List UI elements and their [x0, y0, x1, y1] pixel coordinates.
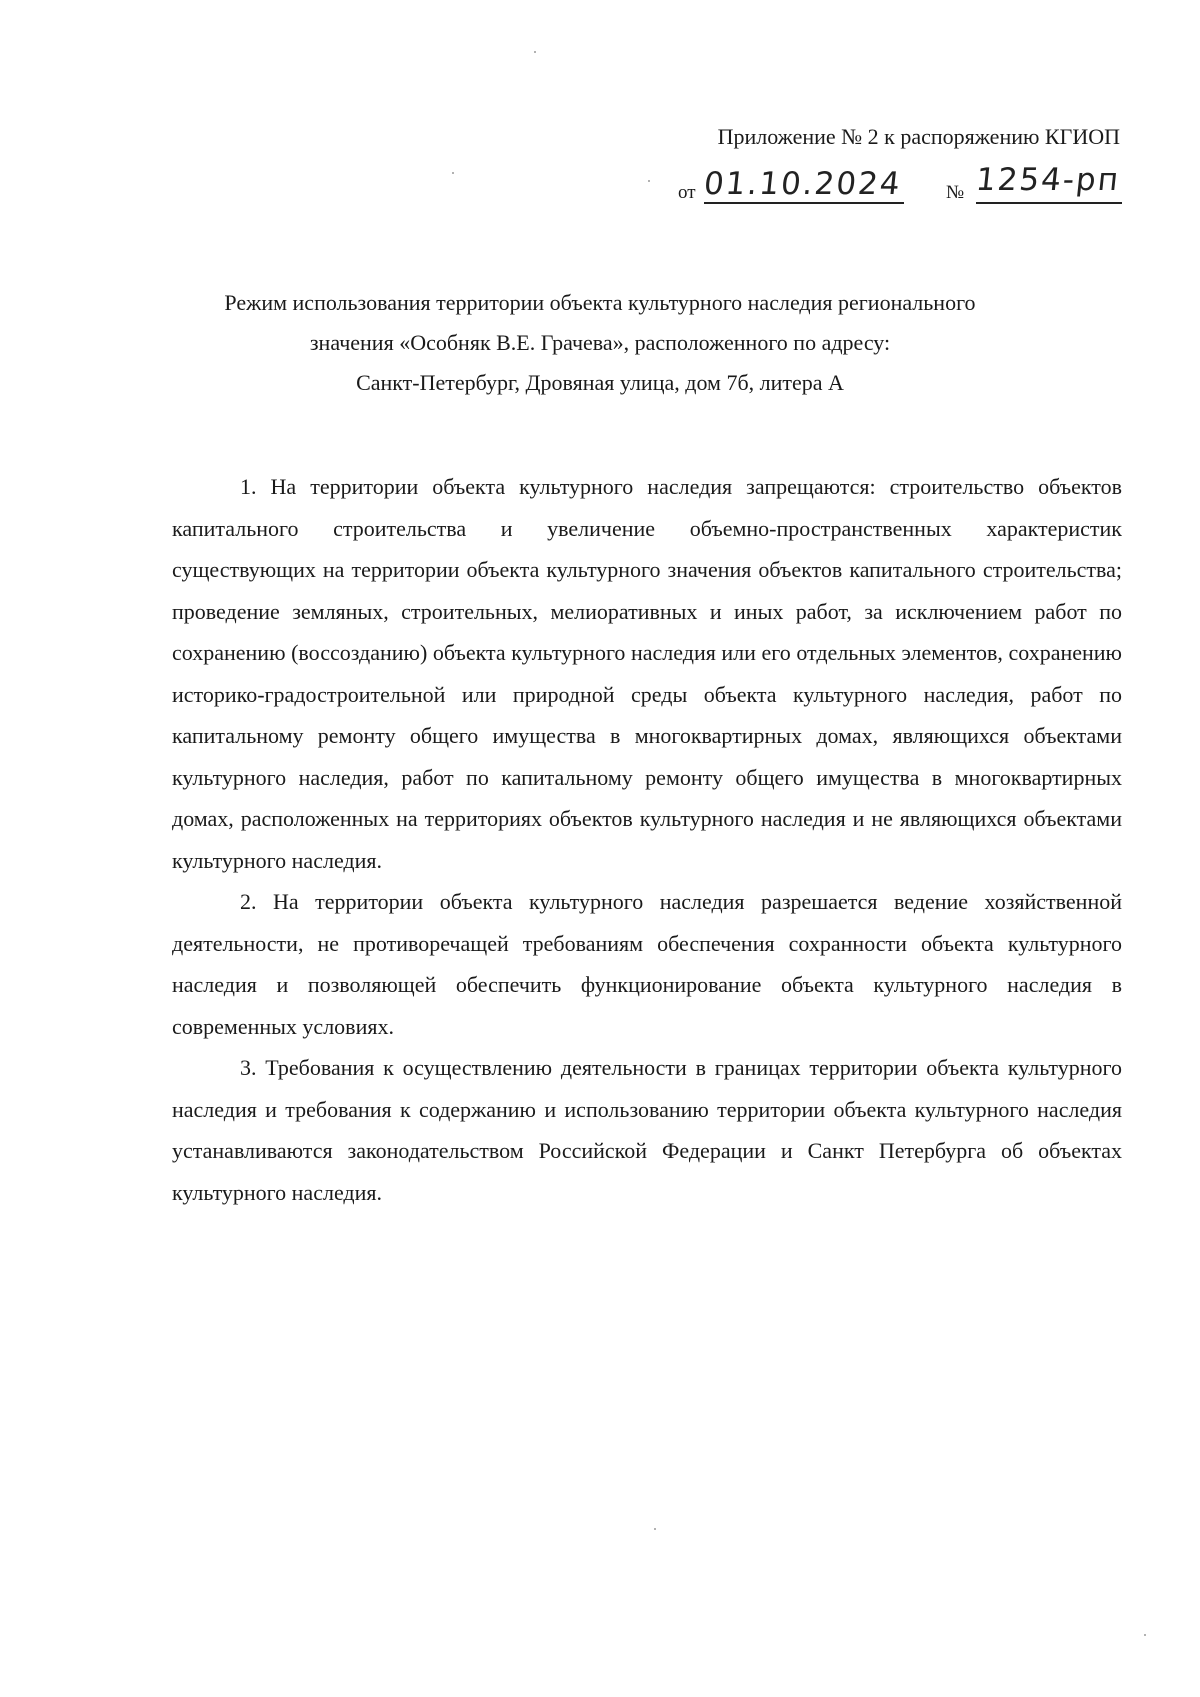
- paragraph-3: 3. Требования к осуществлению деятельности в границах территории объекта культурного наследия и требования к содержанию и использованию территории объекта культурного наследия устанавливаются законодательством Российской Федерации и Санкт Петербурга об объектах культурного наследия.: [172, 1055, 1122, 1205]
- handwritten-number: 1254-рп: [974, 162, 1122, 198]
- reference-line: [678, 162, 1122, 218]
- title-line: значения «Особняк В.Е. Грачева», расположенного по адресу:: [309, 330, 891, 355]
- date-prefix: от: [678, 182, 696, 203]
- scan-speck: [534, 51, 536, 53]
- paragraph-1: 1. На территории объекта культурного наследия запрещаются: строительство объектов капитального строительства и увеличение объемно-пространственных характеристик существующих на территории объекта культурного значения объектов капитального строительства; проведение земляных, строительных, мелиоративных и иных работ, за исключением работ по сохранению (воссозданию) объекта культурного наследия или его отдельных элементов, сохранению историко-градостроительной или природной среды объекта культурного наследия, работ по капитальному ремонту общего имущества в многоквартирных домах, являющихся объектами культурного наследия, работ по капитальному ремонту общего имущества в многоквартирных домах, расположенных на территориях объектов культурного наследия и не являющихся объектами культурного наследия.: [172, 474, 1122, 873]
- number-prefix: №: [946, 182, 965, 203]
- scan-speck: [452, 172, 454, 174]
- number-underline: [976, 202, 1122, 204]
- scan-speck: [1144, 1634, 1146, 1636]
- document-title: [160, 283, 1040, 403]
- handwritten-date: 01.10.2024: [702, 166, 904, 202]
- title-line: Санкт-Петербург, Дровяная улица, дом 7б, литера А: [356, 370, 844, 395]
- date-underline: [704, 202, 904, 204]
- appendix-header: Приложение № 2 к распоряжению КГИОП: [717, 124, 1120, 149]
- document-body: [172, 466, 1122, 1213]
- scan-speck: [648, 180, 650, 182]
- title-line: Режим использования территории объекта культурного наследия регионального: [224, 290, 976, 315]
- paragraph-2: 2. На территории объекта культурного наследия разрешается ведение хозяйственной деятельности, не противоречащей требованиям обеспечения сохранности объекта культурного наследия и позволяющей обеспечить функционирование объекта культурного наследия в современных условиях.: [172, 889, 1122, 1039]
- scan-speck: [654, 1528, 656, 1530]
